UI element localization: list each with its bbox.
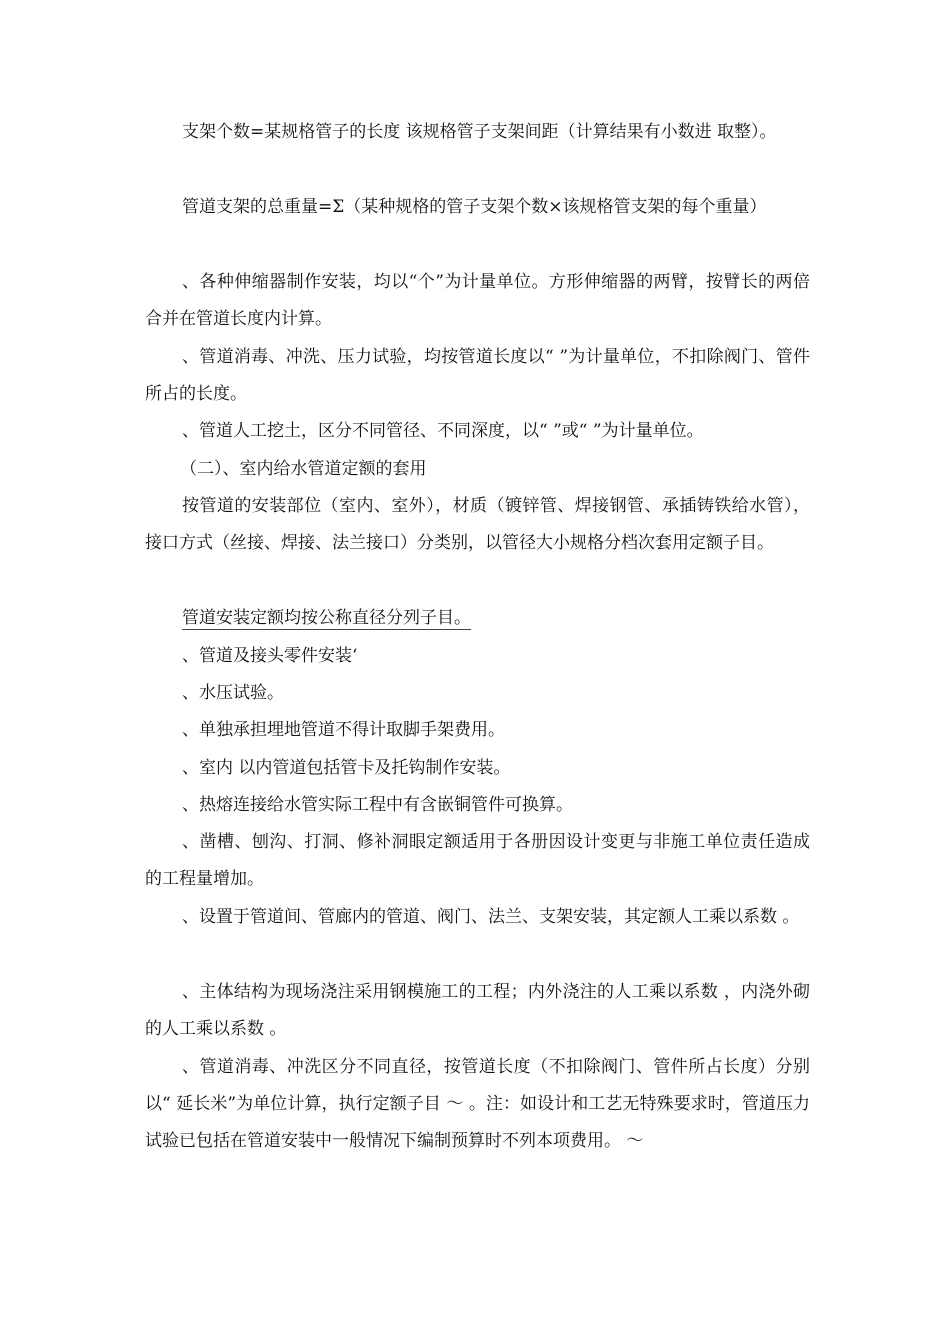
paragraph-support-weight: 管道支架的总重量=Σ（某种规格的管子支架个数×该规格管支架的每个重量）	[182, 197, 767, 217]
list-item-disinfection-flushing: 、管道消毒、冲洗区分不同直径，按管道长度（不扣除阀门、管件所占长度）分别以“ 延长米”为单位计算，执行定额子目 ～ 。注：如设计和工艺无特殊要求时，管道压力试验已包括在管道安装中一般情况下编制预算时不列本项费用。 ～	[145, 1057, 810, 1151]
paragraph-quota-application: 按管道的安装部位（室内、室外），材质（镀锌管、焊接钢管、承插铸铁给水管），接口方式（丝接、焊接、法兰接口）分类别，以管径大小规格分档次套用定额子目。	[145, 496, 810, 553]
list-item-pipe-gallery: 、设置于管道间、管廊内的管道、阀门、法兰、支架安装，其定额人工乘以系数 。	[182, 907, 800, 927]
paragraph-expansion-joint: 、各种伸缩器制作安装，均以“个”为计量单位。方形伸缩器的两臂，按臂长的两倍合并在管道长度内计算。	[145, 272, 810, 329]
paragraph-excavation: 、管道人工挖土，区分不同管径、不同深度，以“ ”或“ ”为计量单位。	[182, 421, 704, 441]
underlined-text: 管道安装定额均按公称直径分列子目。	[182, 608, 471, 628]
section-heading-indoor-water: （二）、室内给水管道定额的套用	[180, 459, 427, 479]
list-item-chiseling: 、凿槽、刨沟、打洞、修补洞眼定额适用于各册因设计变更与非施工单位责任造成的工程量增加。	[145, 832, 810, 889]
list-item-hot-melt: 、热熔连接给水管实际工程中有含嵌铜管件可换算。	[182, 795, 573, 815]
list-item-pressure-test: 、水压试验。	[182, 683, 284, 703]
paragraph-nominal-diameter	[182, 600, 847, 637]
paragraph-disinfection: 、管道消毒、冲洗、压力试验，均按管道长度以“ ”为计量单位，不扣除阀门、管件所占的长度。	[145, 347, 810, 404]
list-item-scaffold: 、单独承担埋地管道不得计取脚手架费用。	[182, 720, 505, 740]
list-item-pipe-install: 、管道及接头零件安装‘	[182, 646, 358, 666]
list-item-indoor-pipe: 、室内 以内管道包括管卡及托钩制作安装。	[182, 758, 511, 778]
paragraph-support-count: 支架个数=某规格管子的长度 该规格管子支架间距（计算结果有小数进 取整）。	[182, 122, 777, 142]
list-item-main-structure: 、主体结构为现场浇注采用钢模施工的工程；内外浇注的人工乘以系数 ，内浇外砌的人工乘以系数 。	[145, 982, 810, 1039]
